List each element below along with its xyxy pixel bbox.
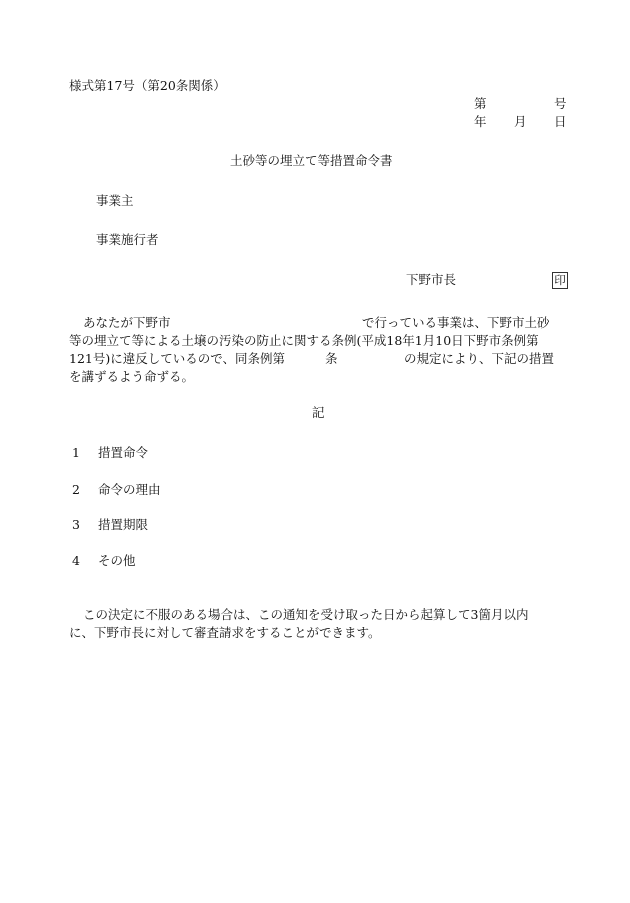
notice-line1: この決定に不服のある場合は、この通知を受け取った日から起算して3箇月以内 [83,607,529,622]
business-owner-label: 事業主 [96,193,134,208]
document-title: 土砂等の埋立て等措置命令書 [230,153,393,168]
ki-heading: 記 [312,405,325,420]
number-prefix: 第 [474,96,487,111]
item-number: 1 [72,445,80,460]
contractor-label: 事業施行者 [96,232,159,247]
item-other [72,555,136,568]
body-line2: 等の埋立て等による土壌の汚染の防止に関する条例(平成18年1月10日下野市条例第 [69,333,539,348]
body-line3-c: の規定により、下記の措置 [404,351,555,366]
item-number: 2 [72,482,80,497]
item-order-reason [72,484,161,497]
body-line3-a: 121号)に違反しているので、同条例第 [69,351,285,366]
body-line4: を講ずるよう命ずる。 [69,369,195,384]
item-label: 措置期限 [98,517,149,532]
form-label: 様式第17号（第20条関係） [69,78,226,93]
appeal-notice [69,606,567,642]
item-measure-deadline [72,519,148,532]
body-line1-start: あなたが下野市 [83,315,171,330]
body-line3-b: 条 [325,351,338,366]
order-paragraph [69,314,567,386]
item-number: 3 [72,517,80,532]
seal-mark: 印 [552,272,568,289]
item-label: その他 [98,553,136,568]
number-suffix: 号 [554,96,567,111]
date-day: 日 [554,114,567,129]
body-line1-end: で行っている事業は、下野市土砂 [362,315,550,330]
notice-line2: に、下野市長に対して審査請求をすることができます。 [69,625,381,640]
issuer-name: 下野市長 [406,272,457,287]
item-number: 4 [72,553,80,568]
date-year: 年 [474,114,487,129]
date-month: 月 [514,114,527,129]
item-measure-order [72,447,148,460]
item-label: 命令の理由 [98,482,161,497]
item-label: 措置命令 [98,445,149,460]
